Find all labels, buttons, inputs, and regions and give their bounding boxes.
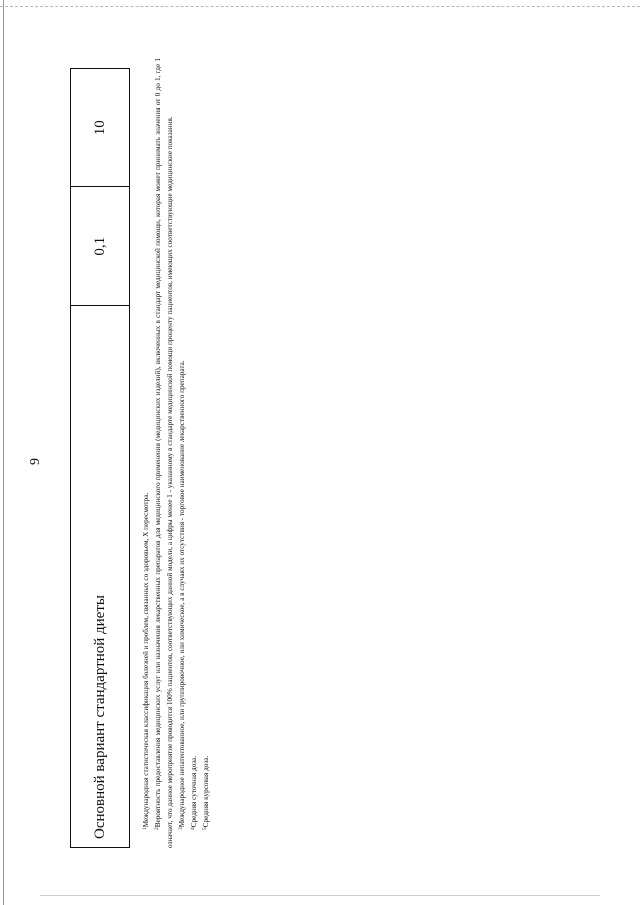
table-row (71, 69, 130, 848)
footnote-text: Средняя суточная доза. (190, 755, 199, 828)
footnote-mark: 1 (142, 827, 148, 830)
page-number: 9 (28, 458, 43, 465)
footnote-5 (200, 58, 212, 848)
probability-cell: 0,1 (71, 187, 130, 306)
footnote-text: Международное непатентованное, или группировочное, или химическое, а в случаях их отсутствия - торговое наименование лекарственного препарата. (177, 360, 186, 828)
footnote-1 (140, 58, 152, 848)
quantity-cell: 10 (71, 69, 130, 187)
footnotes (140, 58, 213, 848)
diet-table (70, 68, 130, 848)
footnote-mark: 5 (202, 827, 209, 830)
diet-name-cell: Основной вариант стандартной диеты (71, 305, 130, 847)
footnote-mark: 3 (177, 827, 184, 830)
footnote-mark: 4 (190, 827, 197, 830)
footnote-text: Вероятность предоставления медицинских услуг или назначения лекарственных препаратов для медицинского применения (медицинских изделий), включенных в стандарт медицинской помощи, которая может принимать значения от 0 до 1, где 1 означает, что данное мероприятие проводится 100% пациентов, соответствующих данной модели, а цифры менее 1 - указанному в стандарте медицинской помощи проценту пациентов, имеющих соответствующие медицинские показания. (154, 58, 174, 848)
footnote-2 (152, 58, 176, 848)
footnote-4 (188, 58, 200, 848)
footnote-3 (176, 58, 188, 848)
footnote-mark: 2 (154, 827, 161, 830)
footnote-text: Международная статистическая классификация болезней и проблем, связанных со здоровьем, X пересмотра. (142, 492, 150, 828)
footnote-text: Средняя курсовая доза. (202, 755, 211, 828)
